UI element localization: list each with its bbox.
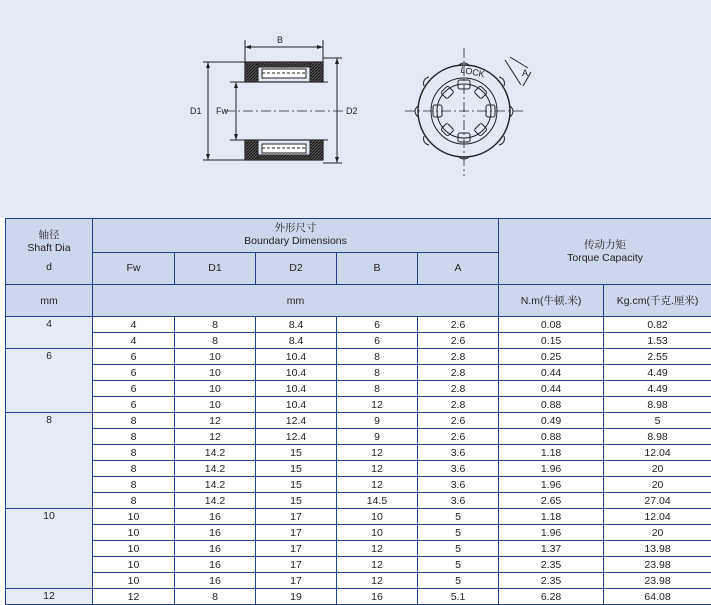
cell-torque-nm: 0.15 bbox=[499, 333, 604, 349]
cell-d1: 12 bbox=[175, 413, 256, 429]
cell-d2: 8.4 bbox=[256, 317, 337, 333]
cell-fw: 6 bbox=[93, 381, 175, 397]
cell-torque-kgcm: 23.98 bbox=[604, 557, 711, 573]
col-header-fw: Fw bbox=[93, 252, 175, 285]
cell-fw: 10 bbox=[93, 557, 175, 573]
cell-torque-kgcm: 4.49 bbox=[604, 381, 711, 397]
cell-torque-nm: 1.37 bbox=[499, 541, 604, 557]
dim-label-d2: D2 bbox=[346, 106, 358, 116]
table-row bbox=[6, 525, 711, 541]
cell-d2: 17 bbox=[256, 573, 337, 589]
cell-b: 8 bbox=[337, 349, 418, 365]
cell-b: 10 bbox=[337, 509, 418, 525]
cell-b: 6 bbox=[337, 333, 418, 349]
cell-d2: 12.4 bbox=[256, 413, 337, 429]
table-row bbox=[6, 509, 711, 525]
cell-torque-nm: 1.96 bbox=[499, 477, 604, 493]
cell-torque-kgcm: 13.98 bbox=[604, 541, 711, 557]
cell-fw: 8 bbox=[93, 461, 175, 477]
cell-d2: 10.4 bbox=[256, 381, 337, 397]
cell-d2: 15 bbox=[256, 477, 337, 493]
cell-b: 12 bbox=[337, 397, 418, 413]
cell-fw: 10 bbox=[93, 541, 175, 557]
cell-fw: 6 bbox=[93, 365, 175, 381]
cell-a: 5 bbox=[418, 573, 499, 589]
cell-d1: 8 bbox=[175, 333, 256, 349]
unit-newton-meter: N.m(牛顿.米) bbox=[499, 285, 604, 317]
cell-a: 2.8 bbox=[418, 381, 499, 397]
cell-torque-kgcm: 23.98 bbox=[604, 573, 711, 589]
header-shaft-dia: 轴径 Shaft Dia d bbox=[6, 219, 93, 285]
cell-d1: 16 bbox=[175, 557, 256, 573]
cell-torque-nm: 0.44 bbox=[499, 381, 604, 397]
dim-label-d1: D1 bbox=[190, 106, 202, 116]
cell-b: 12 bbox=[337, 541, 418, 557]
cell-torque-nm: 2.65 bbox=[499, 493, 604, 509]
cell-d2: 17 bbox=[256, 557, 337, 573]
cell-d2: 15 bbox=[256, 445, 337, 461]
cell-fw: 6 bbox=[93, 397, 175, 413]
cell-d1: 10 bbox=[175, 381, 256, 397]
cell-torque-kgcm: 1.53 bbox=[604, 333, 711, 349]
table-row bbox=[6, 365, 711, 381]
cell-d2: 19 bbox=[256, 589, 337, 605]
table-row bbox=[6, 589, 711, 605]
cell-torque-kgcm: 0.82 bbox=[604, 317, 711, 333]
cell-b: 12 bbox=[337, 573, 418, 589]
cell-torque-nm: 0.88 bbox=[499, 429, 604, 445]
cell-fw: 10 bbox=[93, 525, 175, 541]
cell-torque-nm: 0.44 bbox=[499, 365, 604, 381]
cell-b: 10 bbox=[337, 525, 418, 541]
cell-a: 5 bbox=[418, 525, 499, 541]
cell-a: 2.6 bbox=[418, 333, 499, 349]
cell-fw: 8 bbox=[93, 493, 175, 509]
col-header-a: A bbox=[418, 252, 499, 285]
cell-a: 5.1 bbox=[418, 589, 499, 605]
cell-d2: 17 bbox=[256, 509, 337, 525]
cell-torque-kgcm: 12.04 bbox=[604, 445, 711, 461]
table-row bbox=[6, 317, 711, 333]
cell-d1: 14.2 bbox=[175, 461, 256, 477]
cell-fw: 10 bbox=[93, 509, 175, 525]
specification-table bbox=[5, 218, 711, 605]
cell-torque-kgcm: 20 bbox=[604, 525, 711, 541]
cell-torque-nm: 0.08 bbox=[499, 317, 604, 333]
cell-shaft-dia: 10 bbox=[6, 509, 93, 589]
cell-torque-kgcm: 20 bbox=[604, 477, 711, 493]
cell-d1: 14.2 bbox=[175, 477, 256, 493]
cell-shaft-dia: 12 bbox=[6, 589, 93, 605]
cell-a: 2.6 bbox=[418, 317, 499, 333]
cell-d2: 10.4 bbox=[256, 349, 337, 365]
unit-dimensions: mm bbox=[93, 285, 499, 317]
cell-d1: 12 bbox=[175, 429, 256, 445]
unit-kg-cm: Kg.cm(千克.厘米) bbox=[604, 285, 711, 317]
cell-d2: 15 bbox=[256, 493, 337, 509]
table-row bbox=[6, 381, 711, 397]
table-row bbox=[6, 413, 711, 429]
cell-shaft-dia: 8 bbox=[6, 413, 93, 509]
cell-torque-nm: 1.18 bbox=[499, 445, 604, 461]
cell-shaft-dia: 6 bbox=[6, 349, 93, 413]
cell-a: 3.6 bbox=[418, 445, 499, 461]
table-row bbox=[6, 333, 711, 349]
col-header-b: B bbox=[337, 252, 418, 285]
cell-b: 8 bbox=[337, 365, 418, 381]
cell-b: 12 bbox=[337, 461, 418, 477]
side-section-view bbox=[203, 40, 345, 163]
cell-torque-kgcm: 5 bbox=[604, 413, 711, 429]
cell-torque-nm: 2.35 bbox=[499, 557, 604, 573]
cell-a: 3.6 bbox=[418, 493, 499, 509]
cell-b: 14.5 bbox=[337, 493, 418, 509]
cell-a: 5 bbox=[418, 509, 499, 525]
cell-d1: 14.2 bbox=[175, 493, 256, 509]
cell-b: 9 bbox=[337, 413, 418, 429]
col-header-d1: D1 bbox=[175, 252, 256, 285]
cell-d2: 17 bbox=[256, 541, 337, 557]
cell-a: 2.8 bbox=[418, 349, 499, 365]
bearing-drawing bbox=[0, 0, 711, 218]
cell-fw: 4 bbox=[93, 333, 175, 349]
cell-fw: 4 bbox=[93, 317, 175, 333]
cell-d1: 10 bbox=[175, 365, 256, 381]
cell-torque-nm: 1.96 bbox=[499, 525, 604, 541]
cell-a: 2.8 bbox=[418, 397, 499, 413]
cell-a: 2.6 bbox=[418, 413, 499, 429]
cell-torque-nm: 0.88 bbox=[499, 397, 604, 413]
drawing-area bbox=[0, 0, 711, 218]
cell-a: 3.6 bbox=[418, 477, 499, 493]
table-row bbox=[6, 349, 711, 365]
lock-label: LOCK bbox=[459, 64, 486, 80]
cell-b: 6 bbox=[337, 317, 418, 333]
dim-label-b: B bbox=[276, 35, 284, 45]
cell-torque-kgcm: 27.04 bbox=[604, 493, 711, 509]
cell-d2: 17 bbox=[256, 525, 337, 541]
cell-torque-nm: 0.49 bbox=[499, 413, 604, 429]
table-row bbox=[6, 573, 711, 589]
cell-a: 2.8 bbox=[418, 365, 499, 381]
cell-d2: 10.4 bbox=[256, 397, 337, 413]
cell-d2: 15 bbox=[256, 461, 337, 477]
unit-shaft: mm bbox=[6, 285, 93, 317]
cell-torque-kgcm: 2.55 bbox=[604, 349, 711, 365]
cell-d1: 16 bbox=[175, 525, 256, 541]
cell-torque-nm: 1.96 bbox=[499, 461, 604, 477]
cell-torque-nm: 1.18 bbox=[499, 509, 604, 525]
cell-torque-nm: 2.35 bbox=[499, 573, 604, 589]
cell-d1: 10 bbox=[175, 349, 256, 365]
cell-fw: 8 bbox=[93, 477, 175, 493]
cell-d2: 10.4 bbox=[256, 365, 337, 381]
table-row bbox=[6, 477, 711, 493]
table-row bbox=[6, 397, 711, 413]
cell-torque-kgcm: 4.49 bbox=[604, 365, 711, 381]
cell-torque-nm: 6.28 bbox=[499, 589, 604, 605]
cell-fw: 6 bbox=[93, 349, 175, 365]
table-row bbox=[6, 429, 711, 445]
table-row bbox=[6, 461, 711, 477]
cell-d1: 10 bbox=[175, 397, 256, 413]
table-row bbox=[6, 445, 711, 461]
cell-d1: 16 bbox=[175, 573, 256, 589]
cell-torque-kgcm: 8.98 bbox=[604, 429, 711, 445]
table-row bbox=[6, 557, 711, 573]
cell-d2: 8.4 bbox=[256, 333, 337, 349]
dim-label-fw: Fw bbox=[216, 106, 228, 116]
cell-d2: 12.4 bbox=[256, 429, 337, 445]
cell-a: 5 bbox=[418, 557, 499, 573]
cell-torque-kgcm: 12.04 bbox=[604, 509, 711, 525]
cell-b: 12 bbox=[337, 445, 418, 461]
dim-label-a: A bbox=[522, 68, 529, 78]
cell-d1: 16 bbox=[175, 509, 256, 525]
cell-d1: 8 bbox=[175, 589, 256, 605]
cell-torque-kgcm: 20 bbox=[604, 461, 711, 477]
cell-a: 5 bbox=[418, 541, 499, 557]
cell-torque-kgcm: 8.98 bbox=[604, 397, 711, 413]
cell-shaft-dia: 4 bbox=[6, 317, 93, 349]
cell-b: 9 bbox=[337, 429, 418, 445]
cell-d1: 8 bbox=[175, 317, 256, 333]
cell-b: 12 bbox=[337, 477, 418, 493]
cell-fw: 10 bbox=[93, 573, 175, 589]
cell-fw: 8 bbox=[93, 413, 175, 429]
cell-fw: 8 bbox=[93, 445, 175, 461]
header-boundary-dimensions: 外形尺寸 Boundary Dimensions bbox=[93, 219, 499, 253]
cell-a: 3.6 bbox=[418, 461, 499, 477]
cell-b: 16 bbox=[337, 589, 418, 605]
cell-d1: 14.2 bbox=[175, 445, 256, 461]
table-row bbox=[6, 493, 711, 509]
cell-fw: 8 bbox=[93, 429, 175, 445]
col-header-d2: D2 bbox=[256, 252, 337, 285]
cell-d1: 16 bbox=[175, 541, 256, 557]
cell-b: 8 bbox=[337, 381, 418, 397]
cell-fw: 12 bbox=[93, 589, 175, 605]
cell-torque-nm: 0.25 bbox=[499, 349, 604, 365]
cell-b: 12 bbox=[337, 557, 418, 573]
table-row bbox=[6, 541, 711, 557]
header-torque-capacity: 传动力矩 Torque Capacity bbox=[499, 219, 711, 285]
cell-a: 2.6 bbox=[418, 429, 499, 445]
cell-torque-kgcm: 64.08 bbox=[604, 589, 711, 605]
